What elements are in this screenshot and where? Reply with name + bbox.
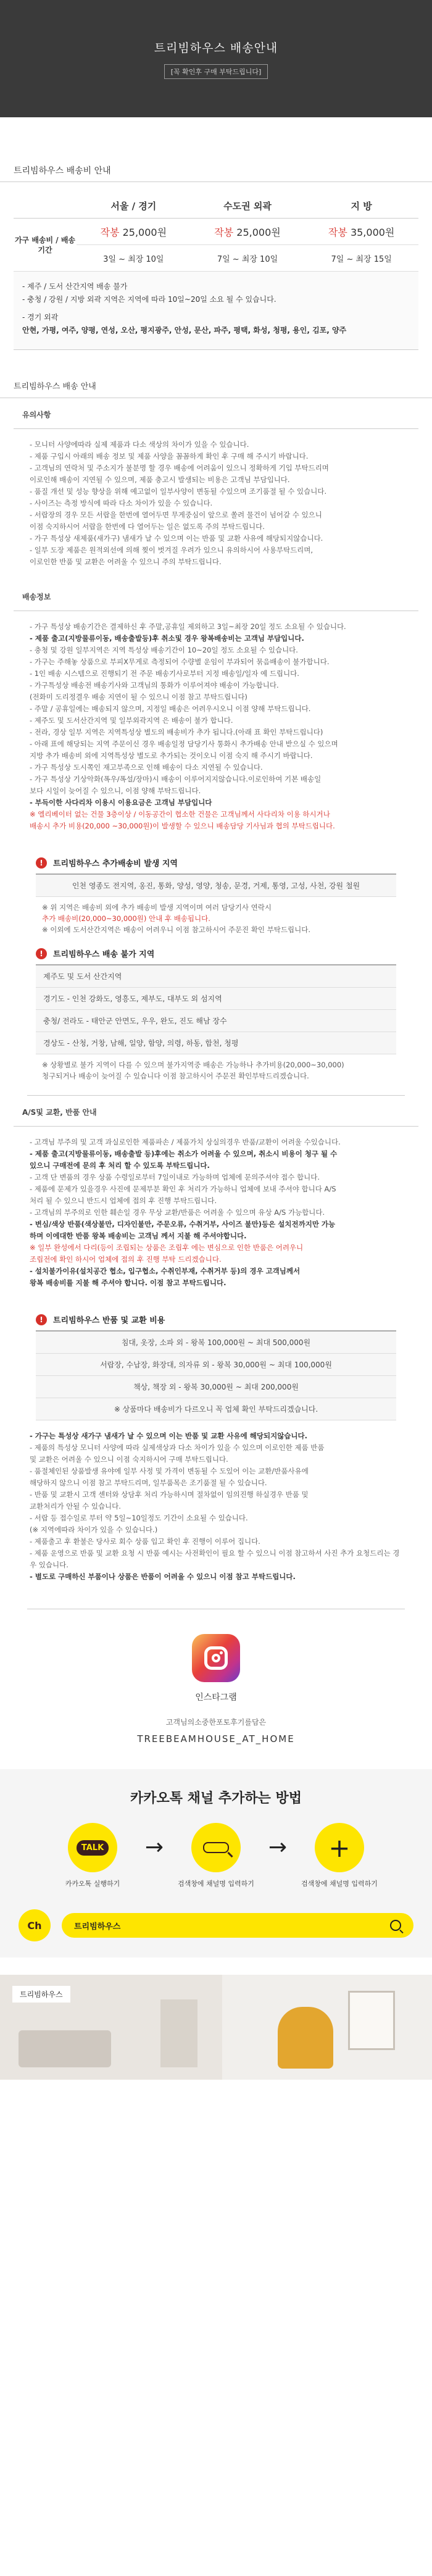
info-line: 보다 시일이 늦어질 수 있으니, 이점 양해 부탁드립니다. [30,786,201,795]
fee-note: - 제주 / 도서 산간지역 배송 불가 [22,282,128,291]
info-line: - 충청 및 강원 일부지역은 지역 특성상 배송기간이 10~20일 정도 소요될 수 있습니다. [30,646,298,654]
instagram-icon[interactable] [192,1634,240,1682]
delivery-info-body [14,611,418,844]
caution-line: - 제품 구입시 아래의 배송 정보 및 제품 사양을 꼼꼼하게 확인 후 구매 해 주시기 바랍니다. [30,452,309,461]
delivery-info-head: 배송정보 [14,580,418,611]
caution-line: - 품질 개선 및 성능 향상을 위해 예고없이 일부사양이 변동될 수있으며 조기품절 될 수 있습니다. [30,487,327,496]
no-delivery-head: ! 트리빔하우스 배송 불가 지역 [36,948,396,959]
extra-fee-head: ! 트리빔하우스 추가배송비 발생 지역 [36,857,396,869]
caution-line: 이로인한 반품 및 교환은 어려울 수 있으니 주의 부탁드립니다. [30,557,222,566]
caution-line: - 사이즈는 측정 방식에 따라 다소 차이가 있을 수 있습니다. [30,499,213,507]
caution-line: 이점 숙지하시어 서랍을 한번에 다 열어두는 일은 없도록 주의 부탁드립니다. [30,522,265,531]
interior-photo-right [222,1975,432,2080]
price-seoul: 작봉 25,000원 [77,219,191,245]
caution-line: 이로인해 배송이 지연될 수 있으며, 제품 충고시 발생되는 비용은 고객님 부담입니다. [30,475,290,484]
info-line: - 가구 특성상 기상악화(폭우/폭설/장마)시 배송이 이루어지지않습니다.이로인하여 기본 배송일 [30,775,322,783]
caution-line: - 모니터 사양에따라 실제 제품과 다소 색상의 차이가 있을 수 있습니다. [30,440,249,449]
banner-title: 트리빔하우스 배송안내 [154,41,278,55]
frame-shape [348,1991,395,2050]
extra-fee-notes: ※ 위 지역은 배송비 외에 추가 배송비 발생 지역이며 여러 담당기사 연락시 추가 배송비(20,000~30,000원) 안내 후 배송됩니다. ※ 이외에 도서산간지역은 배송이 어려우니 이점 참고하시어 주문진 확인 부탁드립니다. [42,903,311,934]
kakao-channel-bar[interactable] [19,1909,413,1941]
fee-row-label: 가구 배송비 / 배송 기간 [14,219,77,272]
exclamation-icon: ! [36,1314,47,1325]
return-fee-note: ※ 상품마다 배송비가 다르오니 꼭 업체 확인 부탁드리겠습니다. [36,1398,396,1420]
no-delivery-row: 제주도 및 도서 산간지역 [36,965,396,988]
kakao-talk-icon: TALK [68,1823,117,1872]
kakao-steps [0,1823,432,1888]
info-line: - 제주도 및 도서산간지역 및 일부외곽지역 은 배송이 불가 합니다. [30,716,233,725]
col-seoul: 서울 / 경기 [77,193,191,219]
banner-subtitle: [꼭 확인후 구매 부탁드립니다] [164,64,268,79]
duration-metro: 7일 ~ 최장 10일 [191,245,305,272]
kakao-channel-search[interactable] [62,1913,413,1938]
kakao-step-2: 검색창에 채널명 입력하기 [173,1823,259,1888]
info-warning-line: ※ 엘리베이터 없는 건물 3층이상 / 이동공간이 협소한 건물은 고객님께서 사다리차 이용 하시거나 [30,810,330,819]
fee-table-header [14,193,418,219]
shipping-fee-table [14,193,418,272]
no-delivery-notes: ※ 상황별로 불가 지역이 다를 수 있으며 불가지역중 배송은 가능하나 추가비용(20,000~30,000) 청구되거나 배송이 늦어질 수 있습니다 이점 참고하시어 주문전 확인부탁드리겠습니다. [42,1061,344,1080]
no-delivery-row: 충청/ 전라도 - 태안군 안면도, 우우, 완도, 진도 해남 장수 [36,1010,396,1032]
kakao-channel-name: 트리빔하우스 [74,1922,121,1932]
col-metro-outskirts: 수도권 외곽 [191,193,305,219]
info-line: (전화미 도리정결우 배송 지연이 될 수 있으니 이점 참고 부탁드립니다) [30,693,247,701]
info-line: 지방 추가 배송비 외에 지역특성상 별도로 추가되는 것이오니 이점 숙지 해 주시기 바랍니다. [30,751,313,760]
caution-box [14,398,418,580]
caution-line: - 일부 도장 제품은 원적외선에 의해 찢이 벗겨질 우려가 있으니 유의하시어 사용부탁드리며, [30,546,314,554]
caution-line: - 가구 특성상 새제품(새가구) 냄새가 날 수 있으며 이는 반품 및 교환 사유에 해당되지않습니다. [30,534,323,543]
info-line: - 전라, 경상 일부 지역은 지역특성상 별도의 배송비가 추가 됩니다.(아래 표 확인 부탁드립니다) [30,728,323,736]
extra-fee-list [36,873,396,897]
price-metro: 작봉 25,000원 [191,219,305,245]
info-line: - 가구 특성상 도시쪽인 재고부족으로 인해 배송이 다소 지연될 수 있습니다. [30,763,263,772]
exclamation-icon: ! [36,857,47,869]
kakao-section [0,1769,432,1957]
duration-seoul: 3일 ~ 최장 10일 [77,245,191,272]
kakao-step-1: TALK 카카오톡 실행하기 [49,1823,136,1888]
top-banner [0,0,432,117]
duration-provinces: 7일 ~ 최장 15일 [304,245,418,272]
fee-note: - 충청 / 강원 / 지방 외곽 지역은 지역에 따라 10일~20일 소요 될 수 있습니다. [22,295,276,304]
info-line: - 아래 표에 해당되는 지역 주문이신 경우 배송일정 담당기사 통화시 추가배송 안내 받으실 수 있으며 [30,740,338,748]
arrow-right-icon: → [268,1835,288,1860]
return-fee-row: 침대, 옷장, 소파 외 - 왕복 100,000원 ~ 최대 500,000원 [36,1332,396,1354]
return-fee-list [36,1330,396,1420]
no-delivery-row: 경상도 - 산청, 거창, 남해, 일양, 함양, 의령, 하동, 합천, 청평 [36,1032,396,1054]
instagram-section [0,1634,432,1744]
caution-head: 유의사항 [14,398,418,429]
search-bar-icon [191,1823,241,1872]
search-icon [390,1920,401,1931]
bottom-interior-image [0,1975,432,2080]
kakao-step-3: + 검색창에 채널명 입력하기 [296,1823,383,1888]
exclamation-icon: ! [36,948,47,959]
instagram-handle[interactable]: TREEBEAMHOUSE_AT_HOME [137,1733,295,1744]
arrow-right-icon: → [144,1835,164,1860]
brand-tag: 트리빔하우스 [12,1986,70,2003]
as-body: - 고객님 부주의 및 고객 과실로인한 제품파손 / 제품가치 상실의경우 반품/교환이 어려울 수있습니다. - 제품 출고(지방물류이동, 배송출발 등)후에는 취소가 어려울 수 있으며, 취소시 비용이 청구 될 수 있으니 구매전에 문의 후 처리 할 수 있도록 부탁드립니다. - 고객 단 변품의 경우 상품 수령일로부터 7일이내로 가능하며 업체에 문의주셔야 접수 합니다. - 제품에 문제가 있을경우 사진에 문제부분 확인 후 처리가 가능하니 업체에 보내 주셔야 합니다 A/S 처리 될 수 있으니 반드시 업체에 접의 후 진행 부탁드립니다. - 고객님의 부주의로 인한 훼손일 경우 무상 교환/반품은 어려울 수 있으며 유상 A/S 가능합니다. - 변심/색상 반품(색상불만, 디자인불만, 주문오류, 수취거부, 사이즈 불만)등은 설치전까지만 가능 하며 이에대한 반품 왕복 배송비는 고객님 께서 지불 해 주셔야합니다. ※ 일부 완성에서 다리(등이 조립되는 상품은 조립후 에는 변심으로 인한 반품은 어려우니 조립전에 확인 하시어 업체에 접의 후 진행 부탁 드리겠습니다. - 설치불가이유(설치공간 협소, 입구협소, 수취인부재, 수취거부 등)의 경우 고객님께서 왕복 배송비를 지불 해 주셔야 합니다. 이점 참고 부탁드립니다. [30,1138,341,1287]
info-line: - 가구 특성상 배송기간은 결제하신 후 주말,공휴일 제외하고 3일~최장 20일 정도 소요될 수 있습니다. [30,622,346,631]
region-list: 안현, 가평, 여주, 양평, 연성, 오산, 평지광주, 안성, 문산, 파주, 평택, 화성, 청평, 용인, 김포, 양주 [22,326,347,335]
caution-line: - 고객님의 연락처 및 주소지가 불분명 할 경우 배송에 어려움이 있으니 정확하게 기입 부탁드리며 [30,464,329,472]
region-title: - 경기 외곽 [22,313,59,322]
chair-shape [278,2007,333,2069]
sofa-shape [19,2030,111,2067]
extra-fee-regions: 인천 영종도 전지역, 옹진, 통화, 양성, 영양, 청송, 문경, 거제, 통영, 고성, 사천, 강원 철원 [36,875,396,897]
fee-notes [14,272,418,350]
info-line: - 가구특성상 배송전 배송기사와 고객님의 통화가 이루어져야 배송이 가능합니다. [30,681,279,690]
guide-section-title: 트리빔하우스 배송 안내 [0,380,432,398]
info-line: - 제품 출고(지방물류이동, 배송출발등)후 취소및 경우 왕복배송비는 고객님 부담입니다. [30,634,304,643]
info-line: - 1인 배송 시스템으로 진행되기 전 주문 배송기사로부터 지정 배송일/일자 예 드립니다. [30,669,299,678]
instagram-label[interactable]: 인스타그램 [195,1693,237,1703]
delivery-info-box [14,580,418,1096]
col-provinces: 지 방 [304,193,418,219]
caution-body [14,429,418,580]
final-notes: - 가구는 특성상 새가구 냄새가 날 수 있으며 이는 반품 및 교환 사유에 해당되지않습니다. - 제품의 특성상 모니터 사양에 따라 실제색상과 다소 차이가 있을 수 있으며 이로인한 제품 반품 및 교환은 어려울 수 있으니 이점 숙지하시어 구매 부탁드립니다. - 품절체인된 상품발생 유야에 일부 사정 및 가격이 변동될 수 도있어 이는 교환/반품사유에 해당하지 않으니 이점 참고 부탁드리며, 일부품목은 조기품절 될 수 있습니다. - 반품 및 교환시 고객 센터와 상담후 처리 가능하시며 절차없이 임의진행 하실경우 반품 및 교환처리가 안될 수 있습니다. - 서랍 등 접수일로 부터 약 5일~10일정도 기간이 소요될 수 있습니다. (※ 지역에따라 차이가 있을 수 있습니다.) - 제품출고 후 환불은 당사로 회수 상품 입고 확인 후 진행이 이루어 집니다. - 제품 운영으로 반품 및 교환 요청 시 반품 예시는 사전확인이 필요 할 수 있으니 이점 참고하셔 사진 추가 요청드리는 경우 있습니다. - 별도로 구매하신 부품이나 상품은 반품이 어려울 수 있으니 이점 참고 부탁드립니다. [30,1432,400,1581]
plus-icon: + [315,1823,364,1872]
return-fee-head: ! 트리빔하우스 반품 및 교환 비용 [36,1314,396,1325]
caution-line: - 서랍장의 경우 모든 서랍을 한번에 열어두면 무게중심이 앞으로 쏠려 물건이 넘어갈 수 있으니 [30,511,322,519]
kakao-channel-logo: Ch [19,1909,51,1941]
interior-photo-left [0,1975,222,2080]
as-box [14,1096,418,1609]
shelf-shape [160,1999,197,2067]
info-line: - 주말 / 공휴일에는 배송되지 않으며, 지정일 배송은 어려우시오니 이점 양해 부탁드립니다. [30,704,311,713]
as-head: A/S및 교환, 반품 안내 [14,1096,418,1127]
price-provinces: 작봉 35,000원 [304,219,418,245]
info-line: - 부득이한 사다리차 이용시 이용요금은 고객님 부담입니다 [30,798,212,807]
instagram-sub: 고객님의소중한포토후기를담은 [165,1718,267,1727]
no-delivery-list [36,964,396,1054]
info-warning-line: 배송시 추가 비용(20,000 ~30,000원)이 발생할 수 있으니 배송담당 기사님과 협의 부탁드립니다. [30,822,335,830]
fee-row-price [14,219,418,245]
kakao-title: 카카오톡 채널 추가하는 방법 [130,1791,302,1806]
info-line: - 가구는 주해놓 상품으로 부피X무게로 측정되어 수량별 운임이 부과되어 묶음배송이 불가합니다. [30,657,330,666]
return-fee-row: 서랍장, 수납장, 화장대, 의자류 외 - 왕복 30,000원 ~ 최대 100,000원 [36,1354,396,1376]
return-fee-row: 책상, 책장 외 - 왕복 30,000원 ~ 최대 200,000원 [36,1376,396,1398]
shipping-fee-section-title: 트리빔하우스 배송비 안내 [0,164,432,182]
no-delivery-row: 경기도 - 인천 강화도, 영흥도, 제부도, 대부도 외 섬지역 [36,988,396,1010]
